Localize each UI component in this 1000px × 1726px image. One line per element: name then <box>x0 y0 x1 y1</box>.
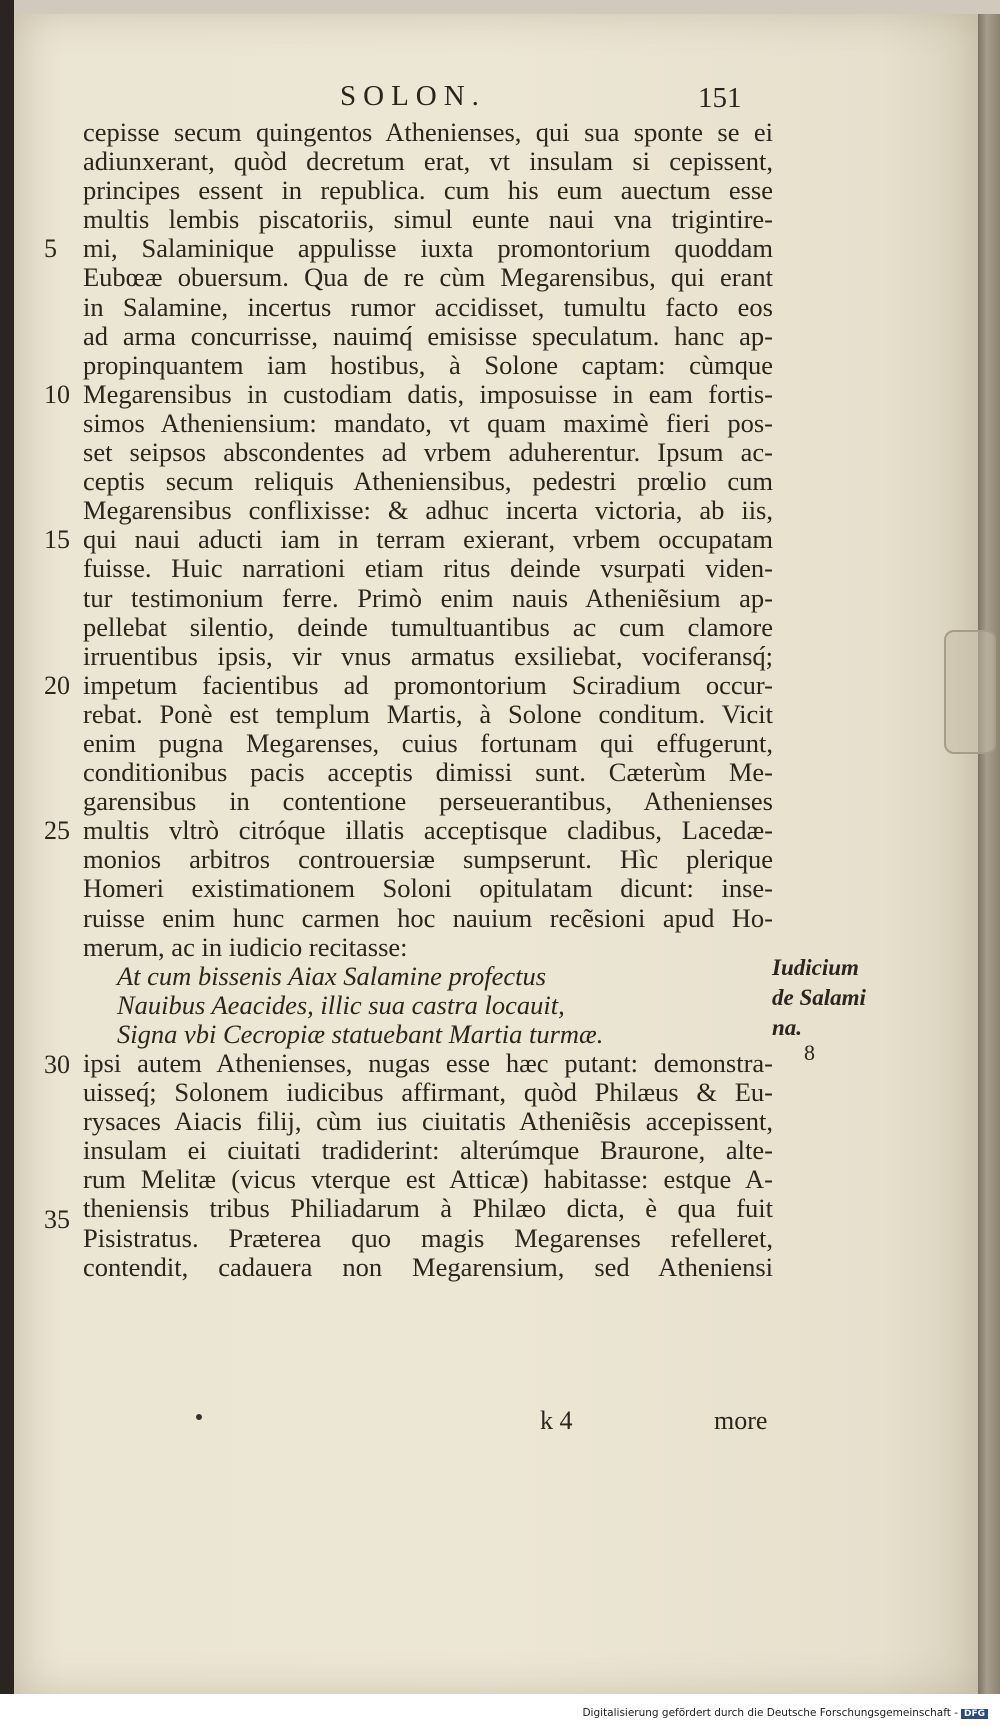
text-line: simos Atheniensium: mandato, vt quam maximè fieri pos- <box>83 408 773 438</box>
text-line: cepisse secum quingentos Athenienses, qui sua sponte se ei <box>83 118 773 147</box>
text-line: impetum facientibus ad promontorium Sciradium occur- <box>83 670 773 700</box>
text-line: in Salamine, incertus rumor accidisset, tumultu facto eos <box>83 292 773 322</box>
line-number: 20 <box>44 671 70 700</box>
verse-line: At cum bissenis Aiax Salamine profectus <box>117 961 547 991</box>
text-line: uisseq́; Solonem iudicibus affirmant, quòd Philæus & Eu- <box>83 1078 773 1108</box>
catchword: more <box>714 1406 768 1435</box>
text-line: rysaces Aiacis filij, cùm ius ciuitatis Atheniẽsis accepissent, <box>83 1107 773 1137</box>
text-line: ipsi autem Athenienses, nugas esse hæc putant: demonstra- <box>83 1049 773 1078</box>
digitization-credit <box>582 1707 988 1719</box>
body-text <box>83 118 773 1282</box>
line-number: 10 <box>44 380 70 409</box>
text-line: enim pugna Megarenses, cuius fortunam qui effugerunt, <box>83 728 773 758</box>
text-line: multis lembis piscatoriis, simul eunte naui vna trigintire- <box>83 205 773 235</box>
signature-mark: k 4 <box>540 1406 573 1435</box>
credit-text: Digitalisierung gefördert durch die Deutsche Forschungsgemeinschaft - <box>582 1707 958 1719</box>
text-line: merum, ac in iudicio recitasse: <box>83 932 408 962</box>
text-line: ceptis secum reliquis Atheniensibus, pedestri prœlio cum <box>83 467 773 497</box>
text-line: qui naui aducti iam in terram exierant, vrbem occupatam <box>83 525 773 555</box>
marginal-note <box>772 953 866 1043</box>
text-line: Eubœæ obuersum. Qua de re cùm Megarensibus, qui erant <box>83 263 773 293</box>
line-number: 5 <box>44 234 57 263</box>
verse-line: Signa vbi Cecropiæ statuebant Martia turmæ. <box>117 1019 604 1049</box>
text-line: tur testimonium ferre. Primò enim nauis Atheniẽsium ap- <box>83 583 773 613</box>
text-line: insulam ei ciuitati tradiderint: alterúmque Braurone, alte- <box>83 1136 773 1166</box>
text-line: Pisistratus. Præterea quo magis Megarenses refelleret, <box>83 1223 773 1253</box>
dfg-logo: DFG <box>961 1709 988 1719</box>
marginal-note-line: de Salami <box>772 985 866 1010</box>
line-number: 25 <box>44 816 70 845</box>
line-number: 35 <box>44 1205 70 1234</box>
text-line: contendit, cadauera non Megarensium, sed Atheniensi <box>83 1252 773 1282</box>
text-line: fuisse. Huic narrationi etiam ritus deinde vsurpati viden- <box>83 554 773 584</box>
marginal-note-line: Iudicium <box>772 955 859 980</box>
text-line: mi, Salaminique appulisse iuxta promontorium quoddam <box>83 234 773 264</box>
text-line: ruisse enim hunc carmen hoc nauium recẽsioni apud Ho- <box>83 903 773 933</box>
text-line: rum Melitæ (vicus vterque est Atticæ) habitasse: estque A- <box>83 1165 773 1195</box>
ink-spot <box>196 1414 202 1420</box>
text-line: irruentibus ipsis, vir vnus armatus exsiliebat, vociferansq́; <box>83 641 773 671</box>
line-number: 15 <box>44 525 70 554</box>
marginal-figure: 8 <box>804 1040 815 1065</box>
text-line: propinquantem iam hostibus, à Solone captam: cùmque <box>83 350 773 380</box>
scanner-edge <box>0 0 14 1726</box>
text-line: garensibus in contentione perseuerantibus, Athenienses <box>83 787 773 817</box>
text-line: ad arma concurrisse, nauimq́ emisisse speculatum. hanc ap- <box>83 321 773 351</box>
text-line: monios arbitros controuersiæ sumpserunt. Hìc plerique <box>83 845 773 875</box>
line-number: 30 <box>44 1050 70 1079</box>
verse-line: Nauibus Aeacides, illic sua castra locauit, <box>117 990 565 1020</box>
text-line: Megarensibus in custodiam datis, imposuisse in eam fortis- <box>83 379 773 409</box>
page-number: 151 <box>698 82 742 114</box>
text-line: conditionibus pacis acceptis dimissi sunt. Cæterùm Me- <box>83 758 773 788</box>
running-head: SOLON. <box>340 80 486 112</box>
text-line: adiunxerant, quòd decretum erat, vt insulam si cepissent, <box>83 147 773 177</box>
text-line: Megarensibus conflixisse: & adhuc incerta victoria, ab iis, <box>83 496 773 526</box>
text-line: multis vltrò citróque illatis acceptisque cladibus, Lacedæ- <box>83 816 773 846</box>
text-line: pellebat silentio, deinde tumultuantibus ac cum clamore <box>83 612 773 642</box>
text-line: principes essent in republica. cum his eum auectum esse <box>83 176 773 206</box>
text-line: rebat. Ponè est templum Martis, à Solone conditum. Vicit <box>83 699 773 729</box>
page-edge <box>978 14 1000 1694</box>
text-line: Homeri existimationem Soloni opitulatam dicunt: inse- <box>83 874 773 904</box>
text-line: set seipsos abscondentes ad vrbem aduherentur. Ipsum ac- <box>83 438 773 468</box>
text-line: theniensis tribus Philiadarum à Philæo dicta, è qua fuit <box>83 1194 773 1224</box>
marginal-note-line: na. <box>772 1015 803 1040</box>
book-clip <box>944 630 996 754</box>
